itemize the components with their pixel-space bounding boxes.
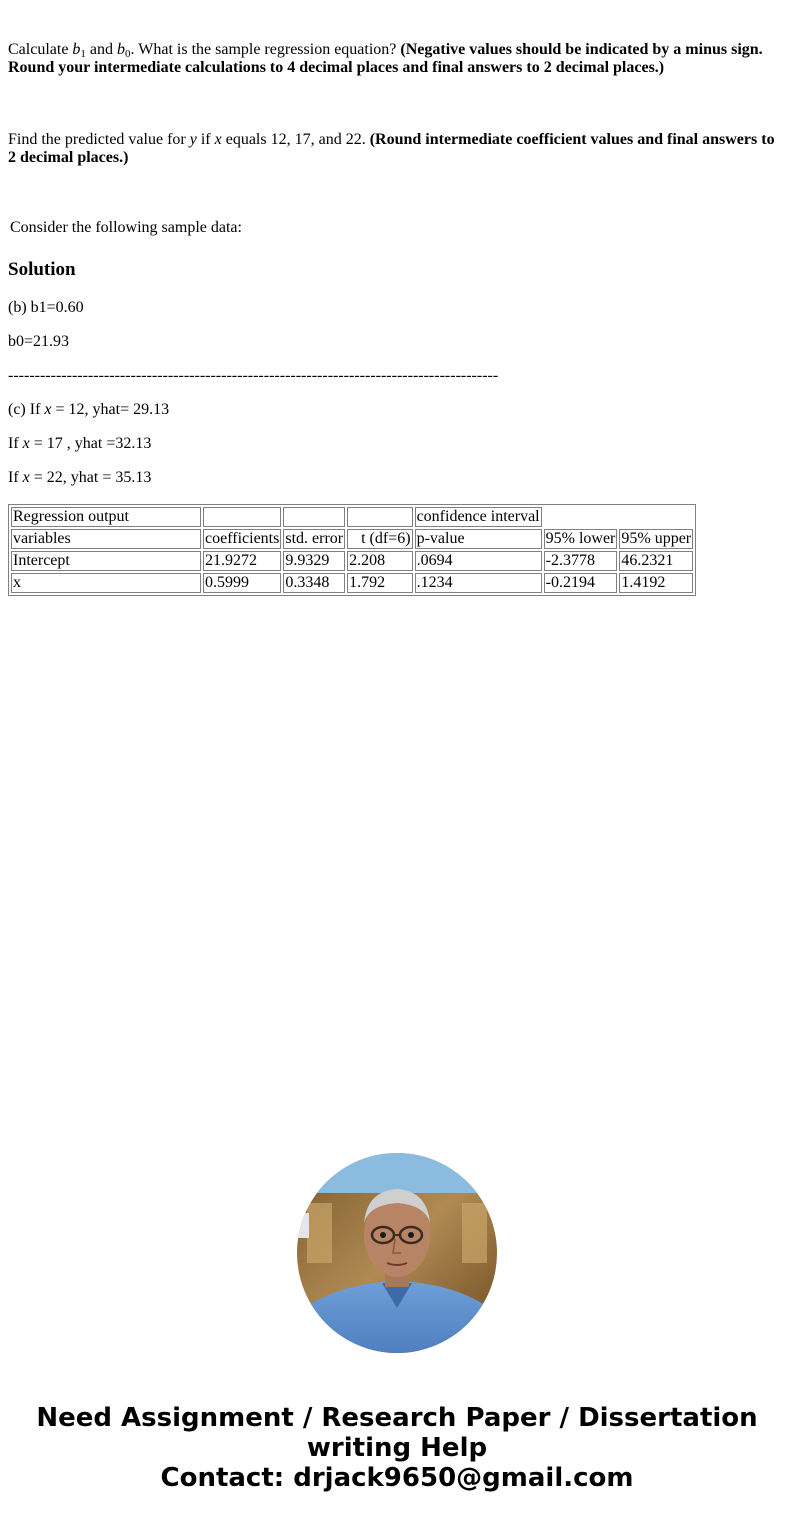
question-b-instructions: (Negative values should be indicated by a minus sign. Round your intermediate calculations to 4 decimal places and final answers to 2 decimal places.) — [8, 41, 763, 76]
promo-contact: Contact: drjack9650@gmail.com — [160, 1463, 634, 1493]
table-cell: Intercept — [11, 551, 201, 571]
answer-c3-prefix: If — [8, 469, 23, 486]
table-row — [11, 573, 693, 593]
solution-heading: Solution — [8, 259, 76, 280]
table-cell: -2.3778 — [544, 551, 618, 571]
b-symbol: b — [72, 41, 81, 58]
answer-c2 — [8, 435, 151, 453]
table-row — [11, 551, 693, 571]
table-cell: 2.208 — [347, 551, 412, 571]
answer-b0: b0=21.93 — [8, 333, 70, 350]
question-c-post: equals 12, 17, and 22. — [221, 131, 370, 148]
intro-text: Consider the following sample data: — [10, 219, 242, 236]
table-cell: confidence interval — [416, 508, 540, 525]
subscript-1: 1 — [80, 48, 86, 60]
subscript-0: 0 — [125, 48, 131, 60]
table-cell: .1234 — [415, 573, 542, 593]
answer-c1-prefix: (c) If — [8, 401, 45, 418]
x-symbol: x — [214, 131, 222, 148]
table-header-row — [11, 529, 693, 549]
table-cell — [283, 507, 345, 527]
answer-c1-value: = 12, yhat= 29.13 — [51, 401, 170, 418]
table-cell — [203, 507, 281, 527]
promo-banner — [0, 1403, 794, 1493]
answer-c3-value: = 22, yhat = 35.13 — [29, 469, 152, 486]
x-symbol: x — [44, 401, 52, 418]
table-cell: 46.2321 — [619, 551, 693, 571]
b-symbol: b — [117, 41, 126, 58]
table-cell-empty — [544, 507, 618, 527]
avatar — [297, 1153, 497, 1353]
table-cell: 21.9272 — [203, 551, 281, 571]
table-cell — [347, 507, 412, 527]
table-header-cell: variables — [11, 529, 201, 549]
x-symbol: x — [22, 435, 30, 452]
table-header-cell: 95% upper — [621, 530, 692, 547]
table-header-cell: std. error — [285, 530, 344, 547]
question-b — [8, 41, 784, 77]
question-c-mid: if — [196, 131, 215, 148]
answer-c2-prefix: If — [8, 435, 23, 452]
table-cell: .0694 — [415, 551, 542, 571]
table-cell: 9.9329 — [283, 551, 345, 571]
question-c — [8, 131, 784, 167]
and-text: and — [85, 41, 118, 58]
answer-c2-value: = 17 , yhat =32.13 — [29, 435, 152, 452]
answer-c1 — [8, 401, 169, 419]
table-header-cell: p-value — [415, 529, 542, 549]
y-symbol: y — [189, 131, 197, 148]
table-title-row — [11, 507, 693, 527]
x-symbol: x — [22, 469, 30, 486]
promo-line: Need Assignment / Research Paper / Dissertation — [36, 1403, 758, 1433]
question-b-text: Calculate — [8, 41, 73, 58]
table-header-cell: t (df=6) — [349, 530, 411, 547]
question-c-text: Find the predicted value for — [8, 131, 190, 148]
table-cell: 1.792 — [347, 573, 412, 593]
table-header-cell: coefficients — [205, 530, 280, 547]
divider-line: -------------------------------------------------------------------------------------------- — [8, 367, 499, 384]
answer-c3 — [8, 469, 151, 487]
table-cell: -0.2194 — [544, 573, 618, 593]
table-cell: x — [11, 573, 201, 593]
table-cell: Regression output — [11, 507, 201, 527]
regression-output-table — [8, 504, 696, 596]
answer-b1: (b) b1=0.60 — [8, 299, 84, 316]
question-c-instructions: (Round intermediate coefficient values and final answers to 2 decimal places.) — [8, 131, 775, 166]
table-cell-empty — [619, 507, 693, 527]
table-header-cell: 95% lower — [545, 530, 616, 547]
table-cell: 0.3348 — [283, 573, 345, 593]
promo-line: writing Help — [306, 1433, 488, 1463]
question-b-rest: . What is the sample regression equation? — [130, 41, 401, 58]
table-cell: 1.4192 — [619, 573, 693, 593]
table-cell: 0.5999 — [203, 573, 281, 593]
avatar-portrait-image — [297, 1153, 497, 1353]
